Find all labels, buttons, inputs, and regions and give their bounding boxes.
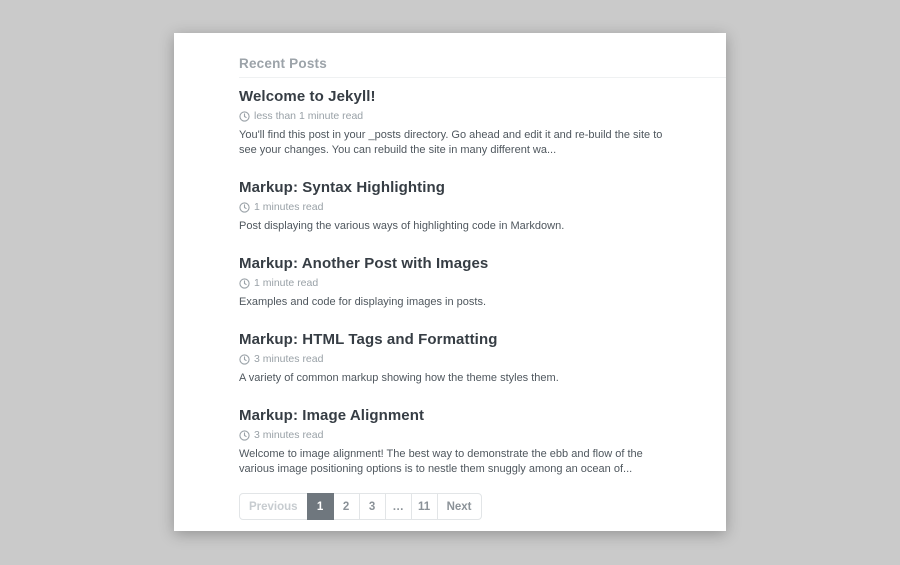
post-title-link[interactable]: Markup: Image Alignment (239, 407, 425, 424)
post-meta (239, 429, 684, 442)
read-time-label: 1 minute read (254, 277, 319, 289)
post-item (239, 178, 684, 234)
pagination-page-1-button[interactable]: 1 (307, 493, 334, 520)
clock-icon (239, 202, 250, 213)
post-excerpt: Examples and code for displaying images in posts. (239, 296, 487, 308)
read-time-label: less than 1 minute read (254, 110, 364, 122)
post-title-link[interactable]: Markup: Syntax Highlighting (239, 179, 446, 196)
pagination-previous-button: Previous (239, 493, 308, 520)
read-time-label: 3 minutes read (254, 353, 324, 365)
pagination (239, 493, 482, 520)
post-excerpt: Welcome to image alignment! The best way to demonstrate the ebb and flow of the various image positioning options is to nestle them snuggly among an ocean of... (239, 448, 643, 475)
recent-posts-card (174, 33, 726, 531)
post-meta (239, 201, 684, 214)
post-title-link[interactable]: Markup: Another Post with Images (239, 255, 489, 272)
clock-icon (239, 430, 250, 441)
post-item (239, 406, 684, 477)
clock-icon (239, 111, 250, 122)
post-title-link[interactable]: Markup: HTML Tags and Formatting (239, 331, 498, 348)
post-item (239, 254, 684, 310)
post-meta (239, 277, 684, 290)
pagination-page-2-button[interactable]: 2 (333, 493, 360, 520)
pagination-ellipsis: … (385, 493, 412, 520)
post-excerpt: You'll find this post in your _posts directory. Go ahead and edit it and re-build the site to see your changes. You can rebuild the site in many different wa... (239, 129, 663, 156)
pagination-next-button[interactable]: Next (437, 493, 482, 520)
page-title: Recent Posts (239, 55, 726, 78)
read-time-label: 1 minutes read (254, 201, 324, 213)
post-excerpt: Post displaying the various ways of highlighting code in Markdown. (239, 220, 565, 232)
post-item (239, 330, 684, 386)
clock-icon (239, 278, 250, 289)
post-title-link[interactable]: Welcome to Jekyll! (239, 88, 376, 105)
pagination-page-3-button[interactable]: 3 (359, 493, 386, 520)
pagination-page-11-button[interactable]: 11 (411, 493, 438, 520)
read-time-label: 3 minutes read (254, 429, 324, 441)
post-meta (239, 110, 684, 123)
post-meta (239, 353, 684, 366)
clock-icon (239, 354, 250, 365)
post-item (239, 87, 684, 158)
post-excerpt: A variety of common markup showing how the theme styles them. (239, 372, 559, 384)
